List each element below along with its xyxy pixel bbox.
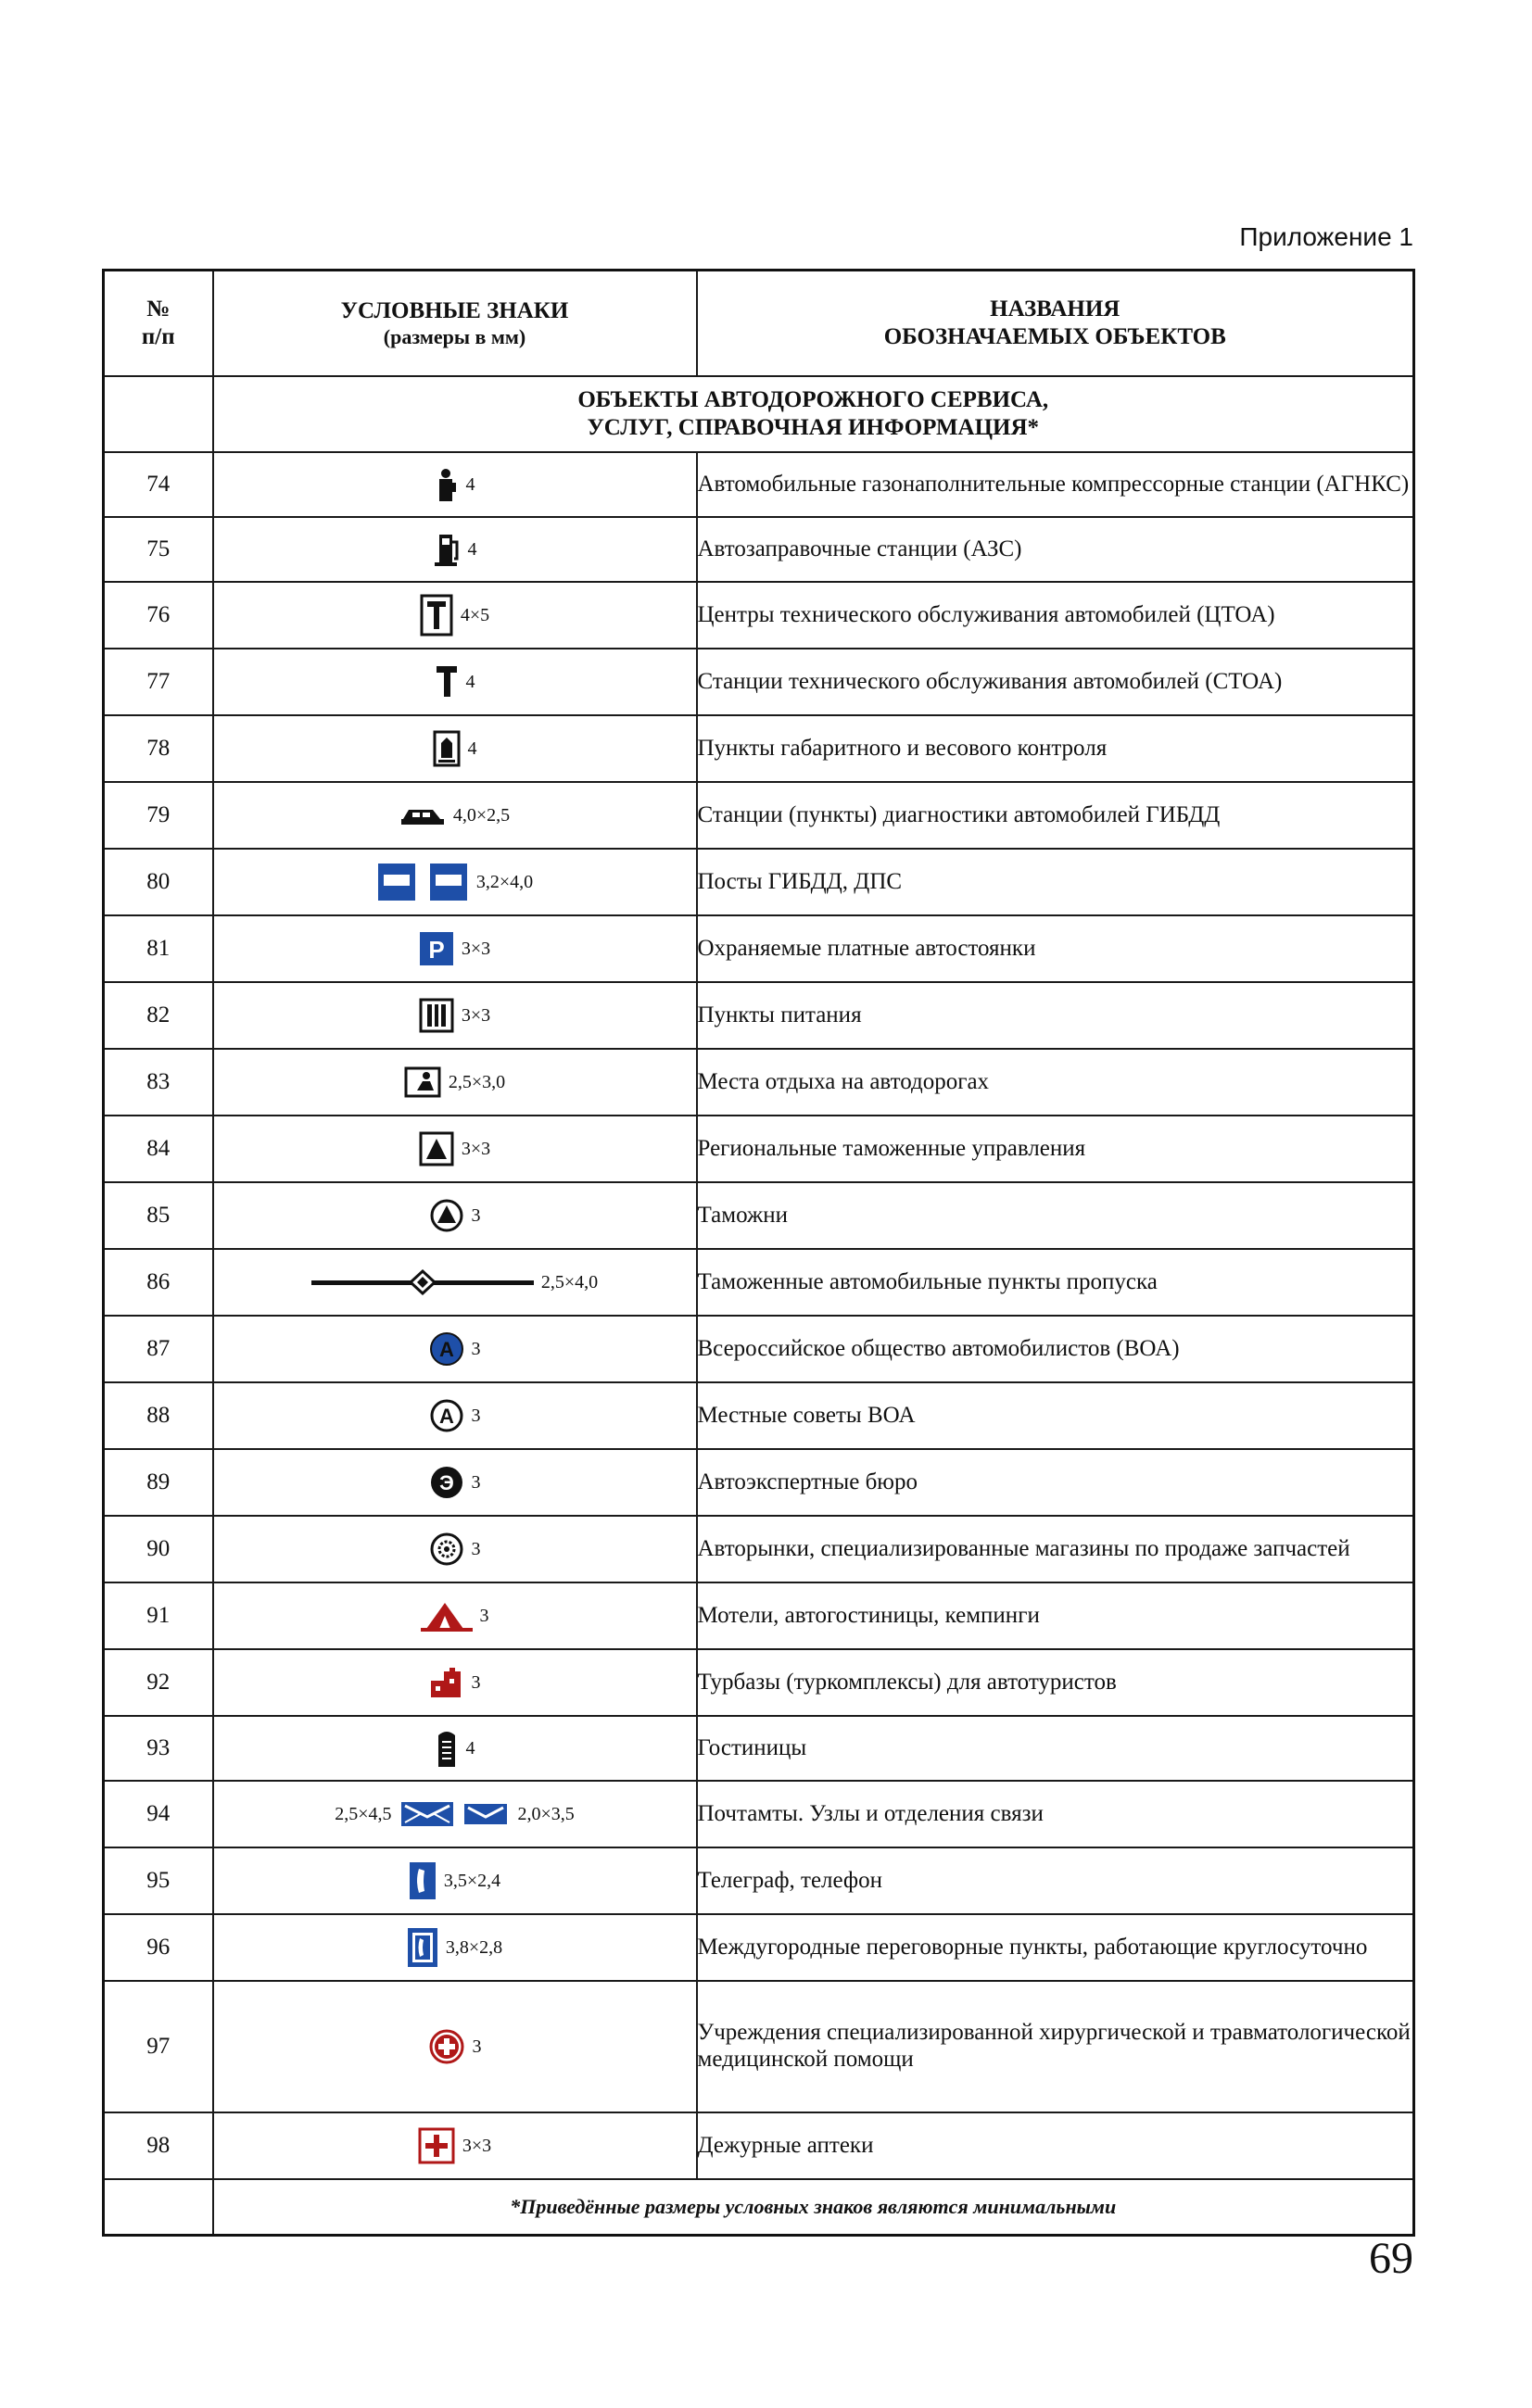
symbol-cell (213, 782, 697, 849)
table-row (104, 1449, 1414, 1516)
table-row (104, 517, 1414, 582)
footnote: *Приведённые размеры условных знаков являются минимальными (213, 2179, 1414, 2236)
section-title-line2: УСЛУГ, СПРАВОЧНАЯ ИНФОРМАЦИЯ* (587, 415, 1040, 440)
svg-text:P: P (428, 936, 445, 964)
symbol-size: 3,2×4,0 (475, 871, 534, 892)
object-name: Места отдыха на автодорогах (697, 1049, 1414, 1116)
symbol-cell (213, 1249, 697, 1316)
object-name: Учреждения специализированной хирургической и травматологической медицинской помощи (697, 1981, 1414, 2112)
symbol-cell (213, 649, 697, 715)
symbol-wrapper (214, 1268, 696, 1296)
service-center-icon (420, 594, 453, 637)
row-number: 85 (104, 1182, 213, 1249)
table-row (104, 1914, 1414, 1981)
row-number: 89 (104, 1449, 213, 1516)
object-name: Мотели, автогостиницы, кемпинги (697, 1582, 1414, 1649)
voa-icon (429, 1331, 464, 1367)
symbol-wrapper (214, 1800, 696, 1828)
table-row (104, 915, 1414, 982)
symbol-wrapper (214, 2028, 696, 2065)
table-row (104, 582, 1414, 649)
object-name: Таможни (697, 1182, 1414, 1249)
police-posts-icon (376, 862, 469, 902)
symbol-cell (213, 1716, 697, 1781)
symbol-size: 3 (471, 1538, 481, 1559)
row-number: 82 (104, 982, 213, 1049)
hotel-icon (435, 1728, 459, 1769)
table-row (104, 1716, 1414, 1781)
table-row (104, 2112, 1414, 2179)
table-row (104, 1316, 1414, 1382)
motel-icon (421, 1599, 473, 1633)
object-name: Всероссийское общество автомобилистов (ВОА) (697, 1316, 1414, 1382)
object-name: Автоэкспертные бюро (697, 1449, 1414, 1516)
section-title (213, 376, 1414, 452)
row-number: 77 (104, 649, 213, 715)
symbol-cell (213, 1516, 697, 1582)
symbol-wrapper (214, 1666, 696, 1699)
object-name: Дежурные аптеки (697, 2112, 1414, 2179)
svg-text:A: A (438, 1405, 454, 1428)
symbol-cell (213, 452, 697, 517)
row-number: 83 (104, 1049, 213, 1116)
symbol-size: 4 (465, 473, 475, 495)
symbol-cell (213, 517, 697, 582)
symbol-size: 3,5×2,4 (443, 1870, 501, 1891)
symbol-size: 2,5×3,0 (448, 1071, 506, 1092)
object-name: Почтамты. Узлы и отделения связи (697, 1781, 1414, 1847)
symbol-cell (213, 2112, 697, 2179)
object-name: Гостиницы (697, 1716, 1414, 1781)
row-number: 93 (104, 1716, 213, 1781)
section-empty-cell (104, 376, 213, 452)
symbol-size: 2,0×3,5 (517, 1803, 575, 1824)
object-name: Пункты габаритного и весового контроля (697, 715, 1414, 782)
symbol-cell (213, 849, 697, 915)
auto-expert-icon (429, 1465, 464, 1500)
row-number: 90 (104, 1516, 213, 1582)
symbol-size: 3 (471, 1405, 481, 1426)
object-name: Авторынки, специализированные магазины по продаже запчастей (697, 1516, 1414, 1582)
object-name: Телеграф, телефон (697, 1847, 1414, 1914)
table-row (104, 1249, 1414, 1316)
row-number: 94 (104, 1781, 213, 1847)
row-number: 74 (104, 452, 213, 517)
tourist-base-icon (429, 1666, 464, 1699)
table-row (104, 1582, 1414, 1649)
row-number: 96 (104, 1914, 213, 1981)
object-name: Автозаправочные станции (АЗС) (697, 517, 1414, 582)
symbol-size: 3,8×2,8 (445, 1936, 503, 1958)
symbol-cell (213, 1781, 697, 1847)
symbol-cell (213, 1182, 697, 1249)
symbol-wrapper (214, 1532, 696, 1567)
symbol-wrapper (214, 1927, 696, 1968)
symbol-size: 3×3 (461, 1004, 491, 1026)
table-row (104, 715, 1414, 782)
symbol-cell (213, 582, 697, 649)
header-number-line2: п/п (141, 324, 175, 349)
long-distance-phone-icon (407, 1927, 438, 1968)
symbol-cell (213, 1981, 697, 2112)
row-number: 79 (104, 782, 213, 849)
row-number: 86 (104, 1249, 213, 1316)
parking-icon (419, 931, 454, 966)
symbol-cell (213, 1316, 697, 1382)
section-title-line1: ОБЪЕКТЫ АВТОДОРОЖНОГО СЕРВИСА, (577, 387, 1049, 412)
symbol-size: 3×3 (462, 2135, 492, 2156)
object-name: Посты ГИБДД, ДПС (697, 849, 1414, 915)
row-number: 78 (104, 715, 213, 782)
telephone-icon (409, 1861, 437, 1900)
symbol-wrapper (214, 1131, 696, 1166)
symbols-table (102, 269, 1415, 2237)
symbol-wrapper (214, 730, 696, 767)
symbol-size: 4×5 (460, 604, 490, 625)
header-names-line2: ОБОЗНАЧАЕМЫХ ОБЪЕКТОВ (883, 324, 1226, 349)
symbol-cell (213, 715, 697, 782)
service-station-icon (435, 663, 459, 700)
row-number: 84 (104, 1116, 213, 1182)
row-number: 91 (104, 1582, 213, 1649)
header-symbols-line2: (размеры в мм) (383, 324, 526, 348)
symbol-cell (213, 1116, 697, 1182)
object-name: Региональные таможенные управления (697, 1116, 1414, 1182)
row-number: 80 (104, 849, 213, 915)
symbol-size: 3 (471, 1204, 481, 1226)
rest-area-icon (404, 1066, 441, 1098)
symbol-size: 4 (467, 538, 477, 560)
table-row (104, 982, 1414, 1049)
table-row (104, 1382, 1414, 1449)
footnote-row (104, 2179, 1414, 2236)
border-checkpoint-icon (311, 1268, 534, 1296)
appendix-label: Приложение 1 (1239, 222, 1413, 251)
symbol-size: 2,5×4,0 (540, 1271, 599, 1292)
object-name: Охраняемые платные автостоянки (697, 915, 1414, 982)
symbol-size-left: 2,5×4,5 (335, 1803, 392, 1824)
row-number: 76 (104, 582, 213, 649)
symbol-size: 3×3 (461, 938, 491, 959)
pharmacy-icon (418, 2127, 455, 2164)
table-row (104, 1116, 1414, 1182)
symbol-size: 4 (467, 738, 477, 759)
table-row (104, 1182, 1414, 1249)
symbol-size: 3 (472, 2036, 482, 2057)
row-number: 87 (104, 1316, 213, 1382)
gas-compressor-station-icon (435, 466, 459, 503)
object-name: Междугородные переговорные пункты, работающие круглосуточно (697, 1914, 1414, 1981)
object-name: Таможенные автомобильные пункты пропуска (697, 1249, 1414, 1316)
symbol-wrapper (214, 594, 696, 637)
header-number (104, 271, 213, 377)
symbol-cell (213, 1649, 697, 1716)
regional-customs-icon (419, 1131, 454, 1166)
object-name: Пункты питания (697, 982, 1414, 1049)
weight-control-icon (433, 730, 461, 767)
table-row (104, 1847, 1414, 1914)
row-number: 81 (104, 915, 213, 982)
trauma-care-icon (428, 2028, 465, 2065)
post-office-icon (399, 1800, 511, 1828)
object-name: Местные советы ВОА (697, 1382, 1414, 1449)
header-names-line1: НАЗВАНИЯ (990, 296, 1121, 321)
table-row (104, 782, 1414, 849)
header-number-line1: № (146, 296, 171, 321)
symbol-wrapper (214, 2127, 696, 2164)
object-name: Центры технического обслуживания автомобилей (ЦТОА) (697, 582, 1414, 649)
table-row (104, 1516, 1414, 1582)
table-row (104, 649, 1414, 715)
symbol-wrapper (214, 1198, 696, 1233)
section-row (104, 376, 1414, 452)
symbol-size: 3 (471, 1471, 481, 1493)
symbol-cell (213, 915, 697, 982)
symbol-size: 3 (479, 1605, 489, 1626)
row-number: 92 (104, 1649, 213, 1716)
object-name: Турбазы (туркомплексы) для автотуристов (697, 1649, 1414, 1716)
footnote-empty-cell (104, 2179, 213, 2236)
symbol-wrapper (214, 1861, 696, 1900)
symbol-wrapper (214, 1398, 696, 1433)
symbol-wrapper (214, 663, 696, 700)
table-row (104, 1649, 1414, 1716)
object-name: Станции (пункты) диагностики автомобилей ГИБДД (697, 782, 1414, 849)
symbol-wrapper (214, 1465, 696, 1500)
symbol-cell (213, 1582, 697, 1649)
symbol-size: 3×3 (461, 1138, 491, 1159)
table-row (104, 1049, 1414, 1116)
symbol-wrapper (214, 531, 696, 568)
fuel-station-icon (433, 531, 461, 568)
row-number: 97 (104, 1981, 213, 2112)
car-diagnostics-icon (399, 802, 446, 828)
symbol-size: 4 (465, 1737, 475, 1759)
symbol-wrapper (214, 802, 696, 828)
customs-icon (429, 1198, 464, 1233)
symbol-wrapper (214, 1599, 696, 1633)
table-header-row (104, 271, 1414, 377)
svg-text:Э: Э (438, 1471, 454, 1494)
symbol-wrapper (214, 1728, 696, 1769)
symbol-cell (213, 982, 697, 1049)
symbol-cell (213, 1449, 697, 1516)
symbol-size: 4 (465, 671, 475, 692)
local-voa-icon (429, 1398, 464, 1433)
table-row (104, 452, 1414, 517)
table-row (104, 1781, 1414, 1847)
symbol-wrapper (214, 862, 696, 902)
symbol-size: 4,0×2,5 (452, 804, 511, 826)
header-symbols-line1: УСЛОВНЫЕ ЗНАКИ (340, 297, 569, 323)
symbol-size: 3 (471, 1338, 481, 1359)
symbol-cell (213, 1914, 697, 1981)
row-number: 98 (104, 2112, 213, 2179)
row-number: 88 (104, 1382, 213, 1449)
table-row (104, 849, 1414, 915)
header-names (697, 271, 1414, 377)
symbol-cell (213, 1049, 697, 1116)
header-symbols (213, 271, 697, 377)
symbol-wrapper (214, 1331, 696, 1367)
object-name: Станции технического обслуживания автомобилей (СТОА) (697, 649, 1414, 715)
row-number: 95 (104, 1847, 213, 1914)
auto-parts-icon (429, 1532, 464, 1567)
svg-text:A: A (438, 1338, 454, 1361)
symbol-cell (213, 1847, 697, 1914)
symbol-wrapper (214, 1066, 696, 1098)
symbol-wrapper (214, 931, 696, 966)
symbol-wrapper (214, 998, 696, 1033)
symbol-wrapper (214, 466, 696, 503)
table-row (104, 1981, 1414, 2112)
object-name: Автомобильные газонаполнительные компрессорные станции (АГНКС) (697, 452, 1414, 517)
row-number: 75 (104, 517, 213, 582)
page-number: 69 (1369, 2234, 1413, 2283)
symbol-size: 3 (471, 1671, 481, 1693)
symbol-cell (213, 1382, 697, 1449)
food-icon (419, 998, 454, 1033)
